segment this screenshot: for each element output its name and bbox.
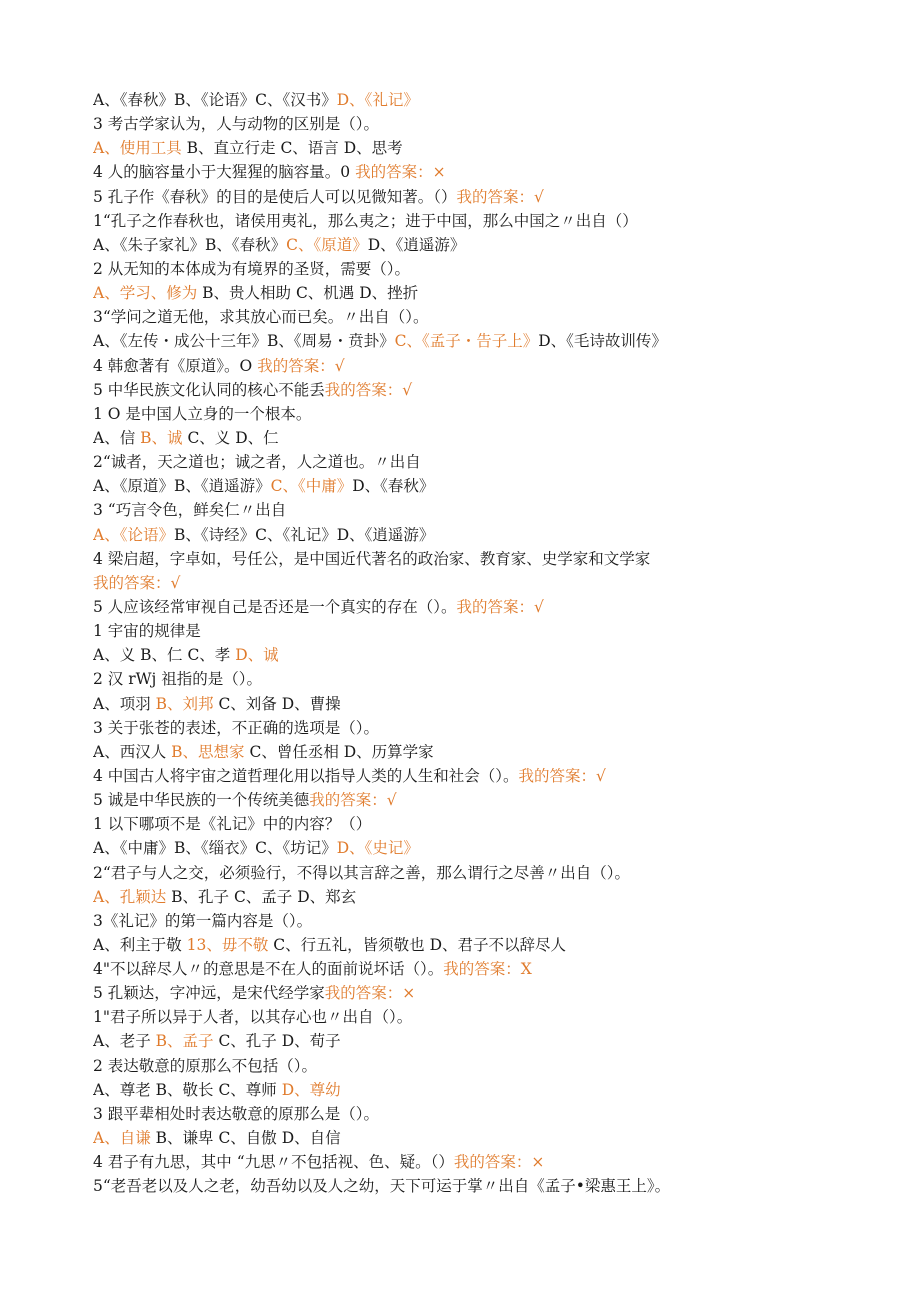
line-text: 5 中华民族文化认同的核心不能丢 [93, 380, 325, 399]
text-line [93, 1005, 896, 1029]
text-line [93, 909, 896, 933]
line-text: 3《礼记》的第一篇内容是（）。 [93, 911, 313, 930]
line-text: 2“诚者，天之道也；诚之者，人之道也。〃出自 [93, 453, 421, 472]
highlighted-answer: A、使用工具 [93, 139, 182, 158]
text-line [93, 378, 896, 402]
text-line [93, 716, 896, 740]
text-line [93, 1078, 896, 1102]
highlighted-answer: D、尊幼 [281, 1080, 341, 1099]
text-line [93, 1054, 896, 1078]
text-line [93, 1102, 896, 1126]
highlighted-answer: 我的答案：√ [93, 573, 181, 592]
highlighted-answer: 我的答案：× [355, 163, 446, 182]
text-line [93, 354, 896, 378]
text-line [93, 281, 896, 305]
line-text: C、曾任丞相 D、历算学家 [244, 742, 434, 761]
line-text: A、《春秋》B、《论语》C、《汉书》 [93, 91, 337, 109]
line-text: 4 梁启超，字卓如，号任公，是中国近代著名的政治家、教育家、史学家和文学家 [93, 549, 651, 568]
text-line [93, 474, 896, 498]
line-text: 2 汉 rWj 祖指的是（）。 [93, 670, 263, 689]
line-text: A、项羽 [93, 694, 156, 713]
highlighted-answer: C、《原道》 [286, 235, 368, 254]
text-line [93, 136, 896, 160]
highlighted-answer: 我的答案：× [453, 1153, 545, 1172]
highlighted-answer: 我的答案：√ [456, 187, 544, 206]
highlighted-answer: 我的答案：× [324, 984, 416, 1003]
highlighted-answer: 我的答案：√ [324, 380, 413, 399]
highlighted-answer: 我的答案：√ [309, 791, 397, 810]
highlighted-answer: 我的答案：√ [518, 766, 606, 785]
line-text: A、尊老 B、敬长 C、尊师 [93, 1080, 282, 1099]
line-text: 5 人应该经常审视自己是否还是一个真实的存在（）。 [93, 597, 457, 616]
highlighted-answer: A、学习、修为 [93, 284, 198, 303]
text-line [93, 764, 896, 788]
highlighted-answer: 我的答案：X [443, 960, 532, 979]
text-line [93, 305, 896, 329]
line-text: 5 诚是中华民族的一个传统美德 [93, 791, 310, 810]
text-line [93, 571, 896, 595]
highlighted-answer: C、《孟子・告子上》 [394, 332, 539, 351]
line-text: A、西汉人 [93, 742, 172, 761]
highlighted-answer: B、刘邦 [155, 694, 214, 713]
highlighted-answer: 我的答案：√ [257, 356, 345, 375]
text-line [93, 933, 896, 957]
line-text: A、《左传・成公十三年》B、《周易・贲卦》 [93, 332, 395, 351]
line-text: B、贵人相助 C、机遇 D、挫折 [197, 284, 419, 303]
line-text: C、行五礼，皆须敬也 D、君子不以辞尽人 [268, 935, 567, 954]
line-text: 5“老吾老以及人之老，幼吾幼以及人之幼，天下可运于掌〃出自《孟子•梁惠王上》。 [93, 1177, 671, 1196]
text-line [93, 426, 896, 450]
highlighted-answer: B、思想家 [171, 742, 245, 761]
text-line [93, 595, 896, 619]
line-text: 3“学问之道无他，求其放心而已矣。〃出自（）。 [93, 308, 429, 327]
text-line [93, 740, 896, 764]
text-line [93, 450, 896, 474]
line-text: A、信 [93, 428, 141, 447]
text-line [93, 957, 896, 981]
line-text: D、《逍遥游》 [367, 235, 466, 254]
highlighted-answer: B、孟子 [155, 1032, 214, 1051]
line-text: 1“孔子之作春秋也，诸侯用夷礼，那么夷之；进于中国，那么中国之〃出自（） [93, 211, 638, 230]
text-line [93, 885, 896, 909]
line-text: 5 孔子作《春秋》的目的是使后人可以见微知著。（） [93, 187, 457, 206]
line-text: 4"不以辞尽人〃的意思是不在人的面前说坏话（）。 [93, 960, 444, 979]
text-line [93, 619, 896, 643]
line-text: C、义 D、仁 [182, 428, 279, 447]
line-text: C、刘备 D、曹操 [213, 694, 341, 713]
text-line [93, 643, 896, 667]
highlighted-answer: D、诚 [235, 646, 279, 665]
line-text: B、谦卑 C、自傲 D、自信 [150, 1129, 341, 1148]
line-text: 4 中国古人将宇宙之道哲理化用以指导人类的人生和社会（）。 [93, 766, 519, 785]
line-text: B、孔子 C、孟子 D、郑玄 [166, 887, 357, 906]
text-line [93, 836, 896, 860]
highlighted-answer: 我的答案：√ [456, 597, 544, 616]
line-text: A、《原道》B、《逍遥游》 [93, 477, 271, 496]
text-line [93, 1174, 896, 1198]
line-text: 3 “巧言令色，鲜矣仁〃出自 [93, 501, 287, 520]
line-text: 1"君子所以异于人者，以其存心也〃出自（）。 [93, 1008, 413, 1027]
line-text: A、《朱子家礼》B、《春秋》 [93, 235, 287, 254]
line-text: 3 跟平辈相处时表达敬意的原那么是（）。 [93, 1104, 380, 1123]
text-line [93, 112, 896, 136]
text-line [93, 185, 896, 209]
line-text: 4 韩愈著有《原道》。O [93, 356, 258, 375]
text-line [93, 788, 896, 812]
text-line [93, 233, 896, 257]
text-line [93, 981, 896, 1005]
highlighted-answer: A、自谦 [93, 1129, 151, 1148]
line-text: A、义 B、仁 C、孝 [93, 646, 236, 665]
highlighted-answer: 13、毋不敬 [186, 935, 269, 954]
line-text: B、直立行走 C、语言 D、思考 [181, 139, 403, 158]
text-line [93, 1029, 896, 1053]
line-text: A、《中庸》B、《缁衣》C、《坊记》 [93, 839, 337, 858]
line-text: 1 宇宙的规律是 [93, 622, 201, 641]
line-text: 2 表达敬意的原那么不包括（）。 [93, 1056, 318, 1075]
text-line [93, 667, 896, 691]
text-line [93, 88, 896, 112]
text-line [93, 257, 896, 281]
text-line [93, 402, 896, 426]
highlighted-answer: A、孔颖达 [93, 887, 167, 906]
document-body [93, 88, 896, 1198]
line-text: 1 以下哪项不是《礼记》中的内容？（） [93, 815, 372, 834]
line-text: 3 关于张苍的表述，不正确的选项是（）。 [93, 718, 380, 737]
text-line [93, 329, 896, 353]
text-line [93, 861, 896, 885]
line-text: 1 O 是中国人立身的一个根本。 [93, 404, 312, 423]
highlighted-answer: D、《史记》 [336, 839, 419, 858]
line-text: 5 孔颖达，字冲远，是宋代经学家 [93, 984, 325, 1003]
line-text: A、老子 [93, 1032, 156, 1051]
line-text: A、利主于敬 [93, 935, 187, 954]
text-line [93, 160, 896, 184]
highlighted-answer: B、诚 [140, 428, 183, 447]
line-text: D、《毛诗故训传》 [538, 332, 667, 351]
text-line [93, 498, 896, 522]
highlighted-answer: A、《论语》 [93, 525, 174, 544]
text-line [93, 523, 896, 547]
line-text: 2 从无知的本体成为有境界的圣贤，需要（）。 [93, 259, 411, 278]
text-line [93, 209, 896, 233]
line-text: 4 君子有九思，其中 “九思〃不包括视、色、疑。（） [93, 1153, 454, 1172]
line-text: 4 人的脑容量小于大猩猩的脑容量。0 [93, 163, 356, 182]
text-line [93, 812, 896, 836]
text-line [93, 692, 896, 716]
line-text: D、《春秋》 [352, 477, 435, 496]
line-text: 2“君子与人之交，必须验行，不得以其言辞之善，那么谓行之尽善〃出自（）。 [93, 863, 631, 882]
text-line [93, 1150, 896, 1174]
highlighted-answer: D、《礼记》 [336, 91, 419, 109]
line-text: 3 考古学家认为，人与动物的区别是（）。 [93, 115, 380, 134]
text-line [93, 547, 896, 571]
line-text: B、《诗经》C、《礼记》D、《逍遥游》 [173, 525, 435, 544]
highlighted-answer: C、《中庸》 [270, 477, 353, 496]
text-line [93, 1126, 896, 1150]
line-text: C、孔子 D、荀子 [213, 1032, 341, 1051]
